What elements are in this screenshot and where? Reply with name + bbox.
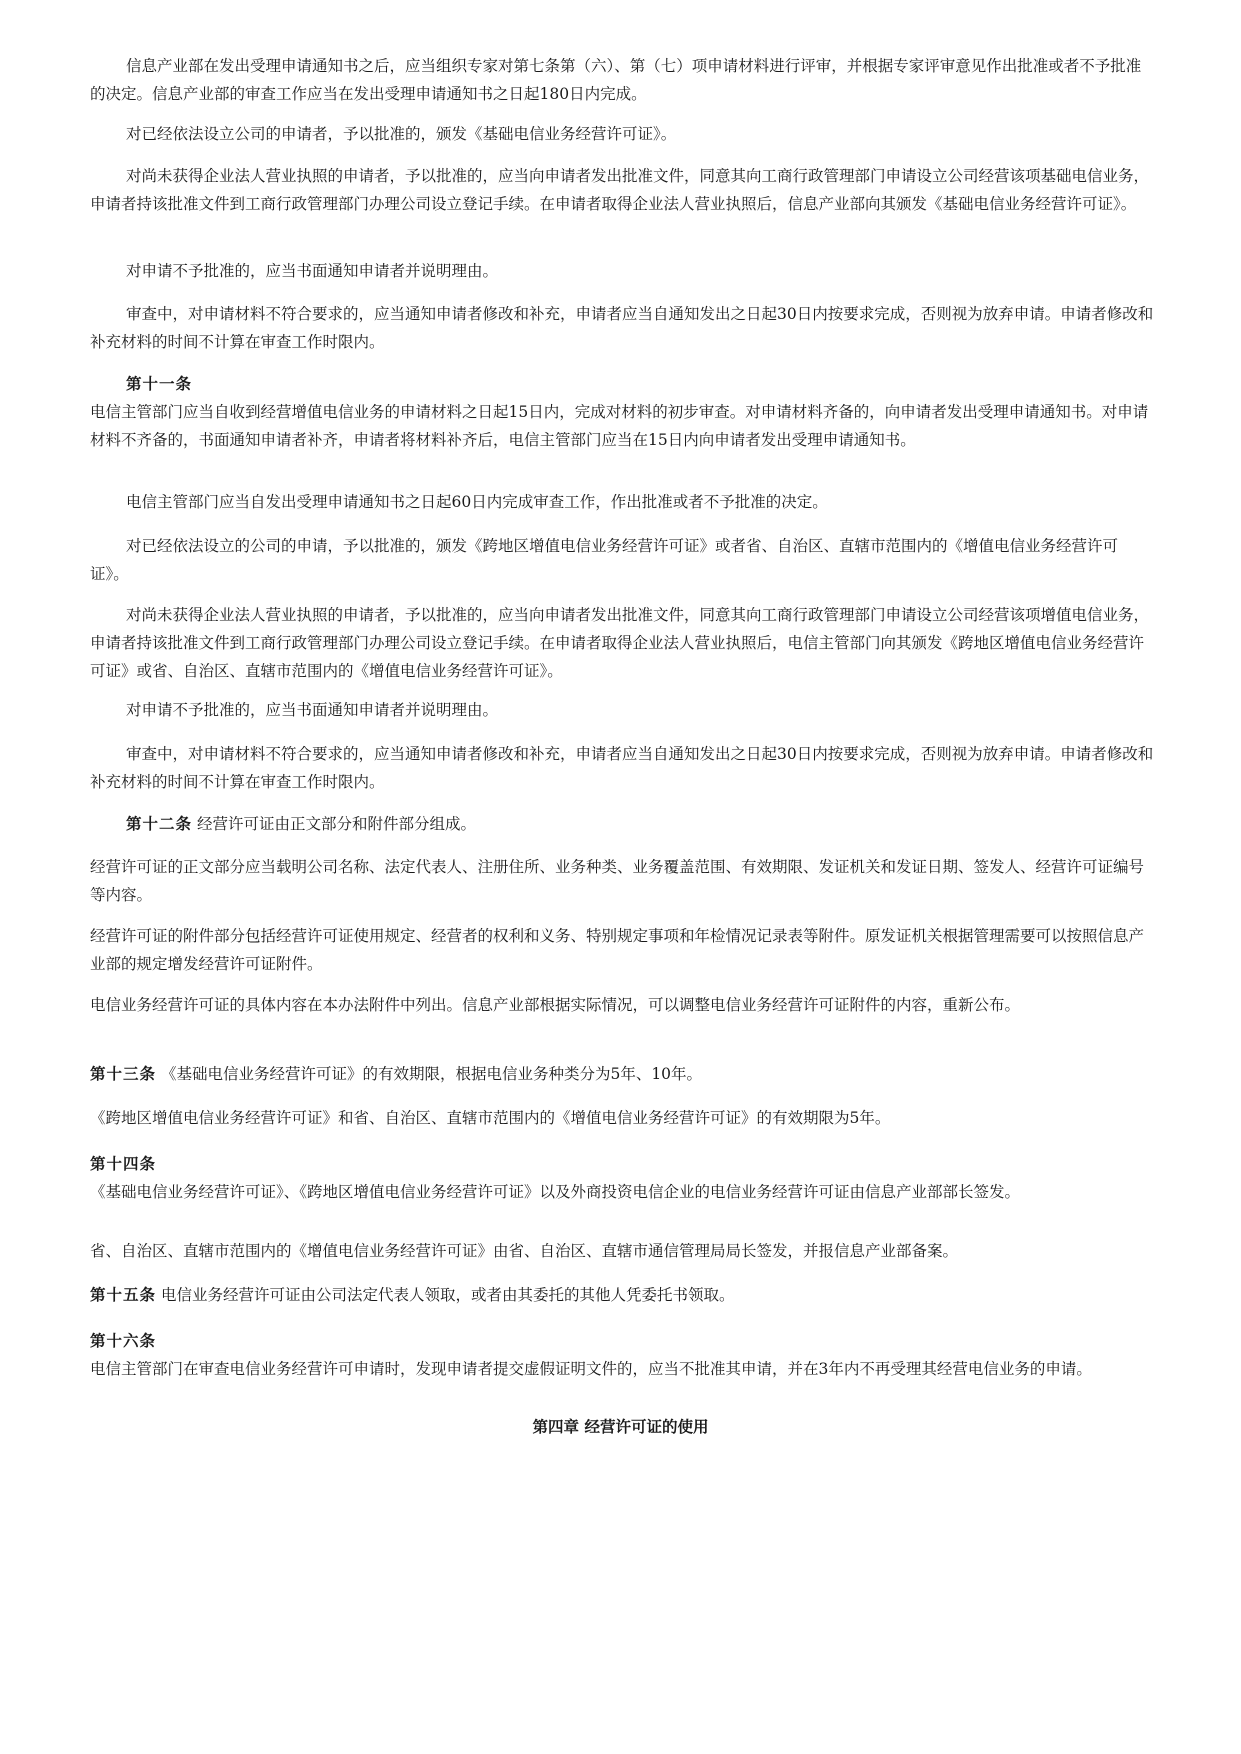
paragraph: 电信主管部门应当自发出受理申请通知书之日起60日内完成审查工作，作出批准或者不予批准的决定。 xyxy=(126,493,828,511)
paragraph: 对已经依法设立公司的申请者，予以批准的，颁发《基础电信业务经营许可证》。 xyxy=(126,125,677,143)
chapter-title: 第四章 经营许可证的使用 xyxy=(532,1417,709,1436)
article-heading: 第十四条 xyxy=(90,1154,157,1173)
article-12 xyxy=(90,810,1154,838)
article-heading: 第十六条 xyxy=(90,1331,157,1350)
paragraph: 审查中，对申请材料不符合要求的，应当通知申请者修改和补充，申请者应当自通知发出之日起30日内按要求完成，否则视为放弃申请。申请者修改和补充材料的时间不计算在审查工作时限内。 xyxy=(90,305,1154,351)
article-15 xyxy=(90,1281,1154,1309)
paragraph: 对申请不予批准的，应当书面通知申请者并说明理由。 xyxy=(126,262,499,280)
paragraph: 电信业务经营许可证的具体内容在本办法附件中列出。信息产业部根据实际情况，可以调整电信业务经营许可证附件的内容，重新公布。 xyxy=(90,996,1021,1014)
paragraph: 省、自治区、直辖市范围内的《增值电信业务经营许可证》由省、自治区、直辖市通信管理局局长签发，并报信息产业部备案。 xyxy=(90,1242,959,1260)
paragraph: 《基础电信业务经营许可证》的有效期限，根据电信业务种类分为5年、10年。 xyxy=(160,1065,703,1083)
article-16 xyxy=(90,1327,1154,1383)
paragraph: 电信主管部门在审查电信业务经营许可申请时，发现申请者提交虚假证明文件的，应当不批准其申请，并在3年内不再受理其经营电信业务的申请。 xyxy=(90,1360,1092,1378)
paragraph: 对申请不予批准的，应当书面通知申请者并说明理由。 xyxy=(126,701,499,719)
paragraph: 经营许可证的附件部分包括经营许可证使用规定、经营者的权利和义务、特别规定事项和年检情况记录表等附件。原发证机关根据管理需要可以按照信息产业部的规定增发经营许可证附件。 xyxy=(90,927,1145,973)
paragraph: 信息产业部在发出受理申请通知书之后，应当组织专家对第七条第（六）、第（七）项申请材料进行评审，并根据专家评审意见作出批准或者不予批准的决定。信息产业部的审查工作应当在发出受理申请通知书之日起180日内完成。 xyxy=(90,57,1142,103)
article-heading: 第十五条 xyxy=(90,1285,157,1304)
paragraph: 电信业务经营许可证由公司法定代表人领取，或者由其委托的其他人凭委托书领取。 xyxy=(160,1286,735,1304)
article-13 xyxy=(90,1060,1154,1088)
paragraph: 对已经依法设立的公司的申请，予以批准的，颁发《跨地区增值电信业务经营许可证》或者省、自治区、直辖市范围内的《增值电信业务经营许可证》。 xyxy=(90,537,1119,583)
paragraph: 经营许可证由正文部分和附件部分组成。 xyxy=(196,815,476,833)
article-heading: 第十二条 xyxy=(126,814,193,833)
paragraph: 电信主管部门应当自收到经营增值电信业务的申请材料之日起15日内，完成对材料的初步审查。对申请材料齐备的，向申请者发出受理申请通知书。对申请材料不齐备的，书面通知申请者补齐，申请者将材料补齐后，电信主管部门应当在15日内向申请者发出受理申请通知书。 xyxy=(90,403,1149,449)
article-heading: 第十三条 xyxy=(90,1064,157,1083)
article-14 xyxy=(90,1150,1154,1206)
paragraph: 经营许可证的正文部分应当载明公司名称、法定代表人、注册住所、业务种类、业务覆盖范围、有效期限、发证机关和发证日期、签发人、经营许可证编号等内容。 xyxy=(90,858,1145,904)
paragraph: 《跨地区增值电信业务经营许可证》和省、自治区、直辖市范围内的《增值电信业务经营许可证》的有效期限为5年。 xyxy=(90,1109,891,1127)
paragraph: 对尚未获得企业法人营业执照的申请者，予以批准的，应当向申请者发出批准文件，同意其向工商行政管理部门申请设立公司经营该项增值电信业务，申请者持该批准文件到工商行政管理部门办理公司设立登记手续。在申请者取得企业法人营业执照后，电信主管部门向其颁发《跨地区增值电信业务经营许可证》或省、自治区、直辖市范围内的《增值电信业务经营许可证》。 xyxy=(90,606,1150,680)
article-11 xyxy=(90,370,1154,454)
paragraph: 《基础电信业务经营许可证》、《跨地区增值电信业务经营许可证》以及外商投资电信企业的电信业务经营许可证由信息产业部部长签发。 xyxy=(90,1183,1021,1201)
article-heading: 第十一条 xyxy=(126,374,193,393)
paragraph: 对尚未获得企业法人营业执照的申请者，予以批准的，应当向申请者发出批准文件，同意其向工商行政管理部门申请设立公司经营该项基础电信业务，申请者持该批准文件到工商行政管理部门办理公司设立登记手续。在申请者取得企业法人营业执照后，信息产业部向其颁发《基础电信业务经营许可证》。 xyxy=(90,167,1150,213)
paragraph: 审查中，对申请材料不符合要求的，应当通知申请者修改和补充，申请者应当自通知发出之日起30日内按要求完成，否则视为放弃申请。申请者修改和补充材料的时间不计算在审查工作时限内。 xyxy=(90,745,1154,791)
